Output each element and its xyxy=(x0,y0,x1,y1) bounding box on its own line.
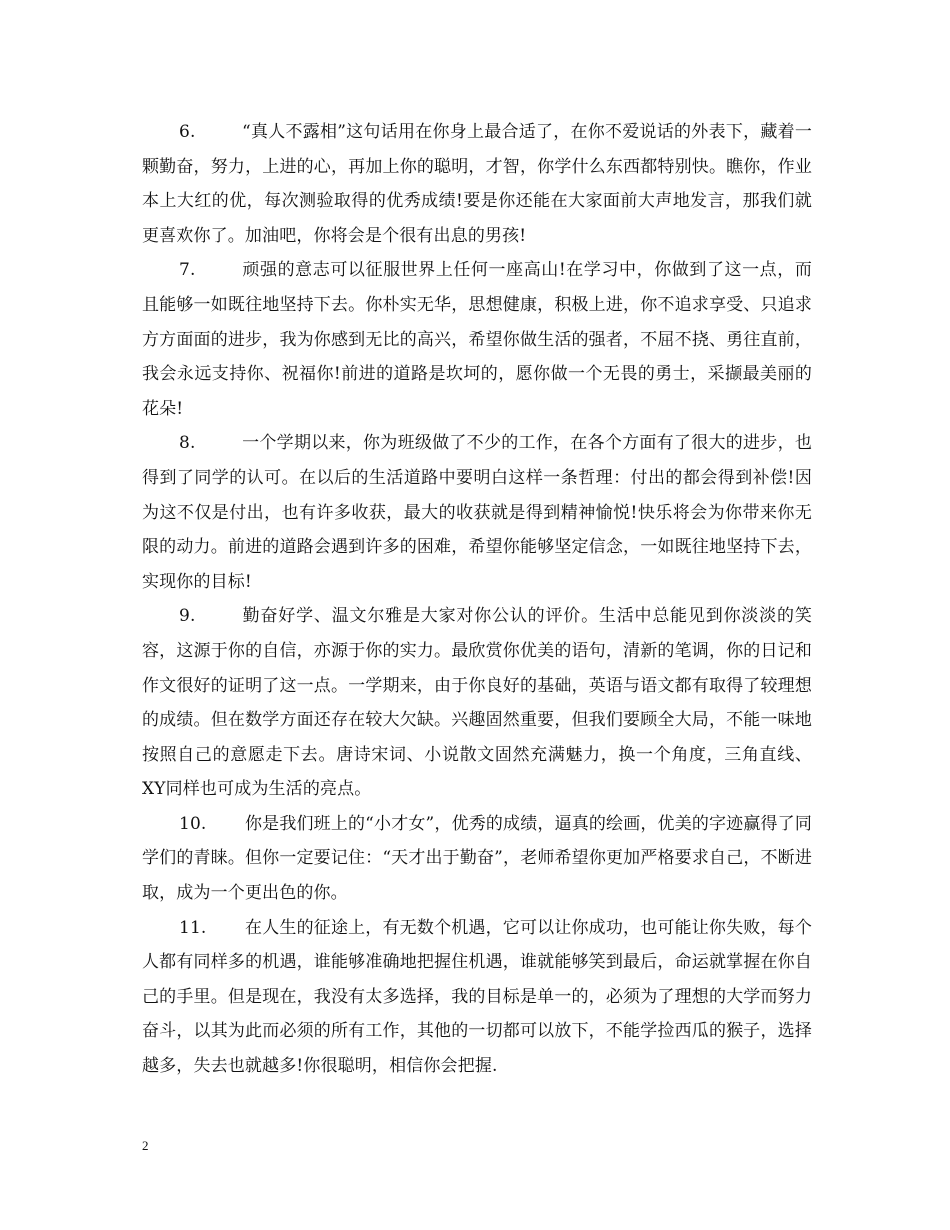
document-body xyxy=(142,115,812,1084)
paragraph-number: 11. xyxy=(179,917,207,938)
paragraph-11 xyxy=(142,911,812,1084)
paragraph-7 xyxy=(142,253,812,426)
paragraph-number: 6. xyxy=(179,122,196,142)
paragraph-text: 在人生的征途上，有无数个机遇，它可以让你成功，也可能让你失败，每个人都有同样多的机遇，谁能够准确地把握住机遇，谁就能够笑到最后，命运就掌握在你自己的手里。但是现在，我没有太多选择，我的目标是单一的，必须为了理想的大学而努力奋斗，以其为此而必须的所有工作，其他的一切都可以放下，不能学捡西瓜的猴子，选择越多，失去也就越多!你很聪明，相信你会把握. xyxy=(142,917,812,1077)
paragraph-8 xyxy=(142,426,812,599)
paragraph-number: 7. xyxy=(179,260,196,281)
page-number: 2 xyxy=(142,1138,149,1153)
paragraph-10 xyxy=(142,807,812,911)
paragraph-text: 勤奋好学、温文尔雅是大家对你公认的评价。生活中总能见到你淡淡的笑容，这源于你的自信，亦源于你的实力。最欣赏你优美的语句，清新的笔调，你的日记和作文很好的证明了这一点。一学期来，由于你良好的基础，英语与语文都有取得了较理想的成绩。但在数学方面还存在较大欠缺。兴趣固然重要，但我们要顾全大局，不能一味地按照自己的意愿走下去。唐诗宋词、小说散文固然充满魅力，换一个角度，三角直线、XY同样也可成为生活的亮点。 xyxy=(142,606,812,800)
paragraph-number: 10. xyxy=(179,813,207,834)
paragraph-text: “真人不露相”这句话用在你身上最合适了，在你不爱说话的外表下，藏着一颗勤奋，努力，上进的心，再加上你的聪明，才智，你学什么东西都特别快。瞧你，作业本上大红的优，每次测验取得的优秀成绩!要是你还能在大家面前大声地发言，那我们就更喜欢你了。加油吧，你将会是个很有出息的男孩! xyxy=(142,122,812,246)
paragraph-text: 顽强的意志可以征服世界上任何一座高山!在学习中，你做到了这一点，而且能够一如既往地坚持下去。你朴实无华，思想健康，积极上进，你不追求享受、只追求方方面面的进步，我为你感到无比的高兴，希望你做生活的强者，不屈不挠、勇往直前，我会永远支持你、祝福你!前进的道路是坎坷的，愿你做一个无畏的勇士，采撷最美丽的花朵! xyxy=(142,260,812,419)
paragraph-text: 一个学期以来，你为班级做了不少的工作，在各个方面有了很大的进步，也得到了同学的认可。在以后的生活道路中要明白这样一条哲理：付出的都会得到补偿!因为这不仅是付出，也有许多收获，最大的收获就是得到精神愉悦!快乐将会为你带来你无限的动力。前进的道路会遇到许多的困难，希望你能够坚定信念，一如既往地坚持下去，实现你的目标! xyxy=(142,433,812,592)
paragraph-text: 你是我们班上的“小才女”，优秀的成绩，逼真的绘画，优美的字迹赢得了同学们的青睐。但你一定要记住：“天才出于勤奋”，老师希望你更加严格要求自己，不断进取，成为一个更出色的你。 xyxy=(142,813,812,904)
paragraph-9 xyxy=(142,599,812,807)
paragraph-number: 8. xyxy=(179,433,196,454)
paragraph-number: 9. xyxy=(179,606,196,627)
paragraph-6 xyxy=(142,115,812,253)
